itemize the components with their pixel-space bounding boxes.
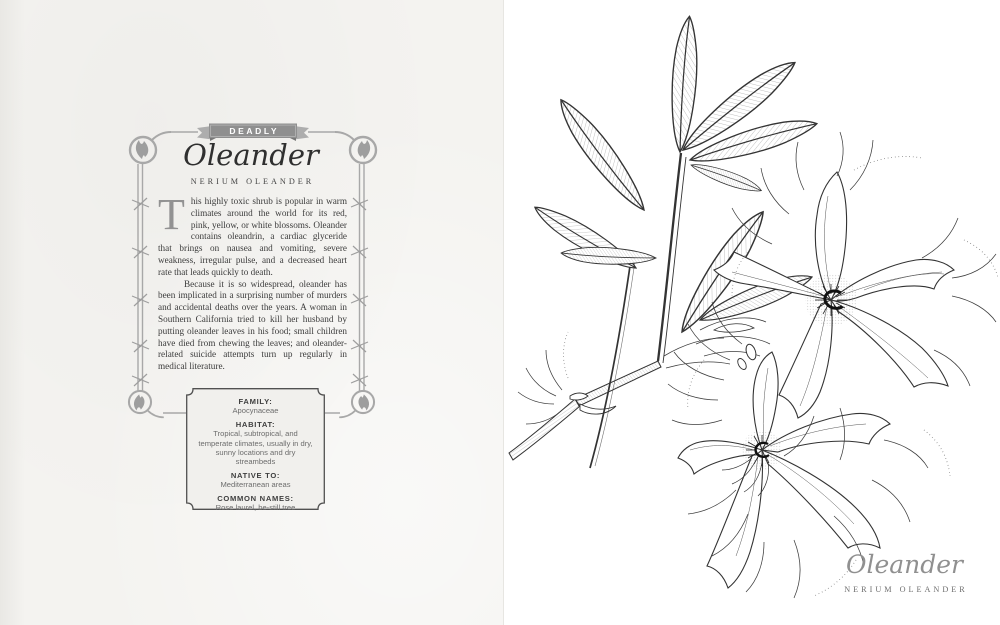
info-value: Rose laurel, be-still tree — [215, 503, 296, 513]
flower-buds — [714, 324, 758, 371]
info-box-content — [186, 388, 325, 513]
right-page — [503, 0, 1000, 625]
info-field-habitat — [196, 420, 315, 467]
info-field-common-names — [196, 494, 315, 513]
deadly-banner-label: DEADLY — [229, 126, 280, 136]
pedicel-stalk — [590, 252, 636, 468]
info-value: Apocynaceae — [232, 406, 279, 416]
info-label: FAMILY: — [238, 397, 273, 406]
oleander-illustration — [504, 0, 1000, 625]
info-label: NATIVE TO: — [230, 470, 281, 480]
caption-title: Oleander — [845, 550, 964, 579]
leaves — [529, 15, 820, 338]
plant-info-box — [186, 388, 325, 513]
info-field-native-to — [196, 471, 315, 490]
latin-name: NERIUM OLEANDER — [190, 177, 315, 186]
drop-cap: T — [158, 190, 185, 239]
info-value: Mediterranean areas — [220, 480, 291, 490]
info-field-family — [196, 397, 315, 416]
info-label: COMMON NAMES: — [217, 493, 294, 503]
page-title: Oleander — [183, 138, 319, 172]
body-text — [158, 190, 347, 373]
info-label: HABITAT: — [235, 419, 276, 429]
info-value: Tropical, subtropical, and temperate climates, usually in dry, sunny locations and dry streambeds — [198, 429, 313, 467]
stem — [509, 153, 686, 460]
paragraph-1: his highly toxic shrub is popular in warm climates around the world for its red, pink, yellow, or white blossoms. Oleander contains oleandrin, a cardiac glyceride that brings on nausea and vomiting, severe weakness, irregular pulse, and a decreased heart rate that leads quickly to death. — [158, 196, 347, 277]
caption-latin-name: NERIUM OLEANDER — [844, 585, 968, 594]
illustration-caption — [827, 550, 982, 594]
paragraph-2: Because it is so widespread, oleander has been implicated in a surprising number of murders and accidental deaths over the years. A woman in Southern California tried to kill her husband by putting oleander leaves in his food; small children have died from chewing the leaves; and oleander-related suicide attempts turn up regularly in medical literature. — [158, 278, 347, 372]
